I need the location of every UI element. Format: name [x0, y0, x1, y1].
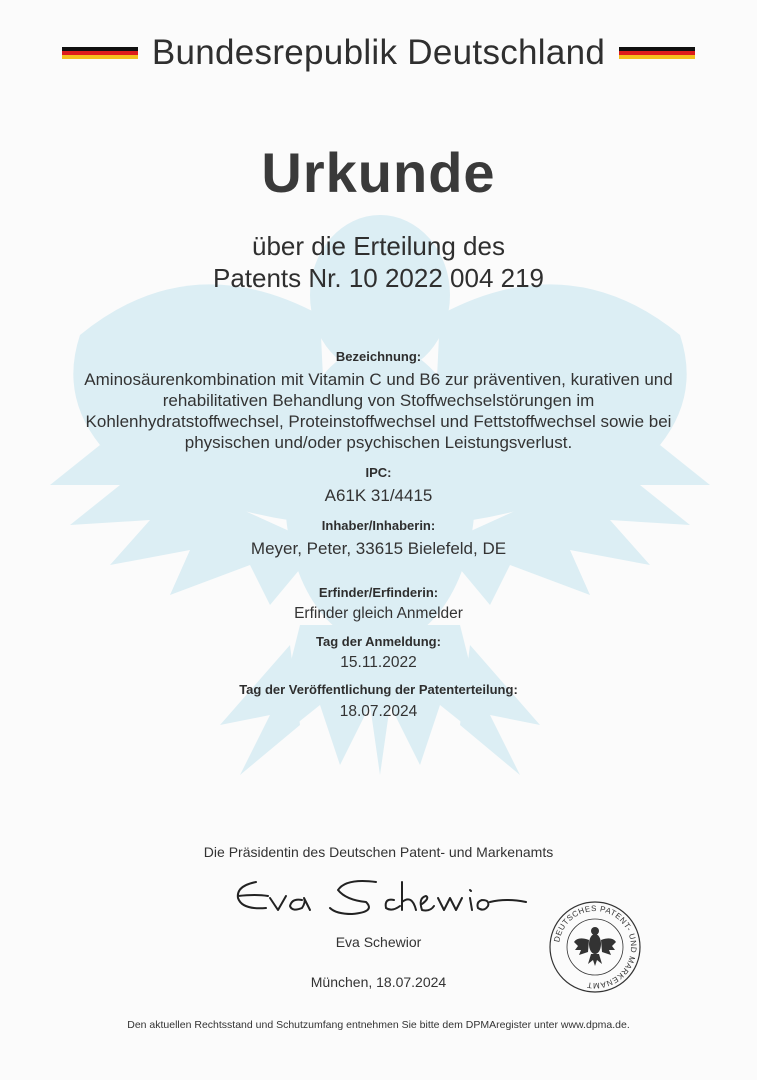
patent-number: Patents Nr. 10 2022 004 219: [212, 263, 545, 293]
country-title: Bundesrepublik Deutschland: [151, 33, 606, 72]
document-subtitle: [0, 230, 757, 294]
seal-eagle-icon: [574, 927, 616, 966]
ipc-value: A61K 31/4415: [324, 486, 433, 505]
subtitle-line-1: über die Erteilung des: [252, 231, 505, 261]
filing-date-label: Tag der Anmeldung:: [316, 634, 441, 649]
publication-date-value: 18.07.2024: [339, 703, 418, 720]
holder-label: Inhaber/Inhaberin:: [321, 518, 436, 533]
official-seal: [548, 900, 642, 994]
german-flag-right: [619, 47, 695, 60]
place-and-date: München, 18.07.2024: [310, 974, 447, 990]
footer-note: Den aktuellen Rechtsstand und Schutzumfang entnehmen Sie bitte dem DPMAregister unter www.dpma.de.: [127, 1019, 630, 1031]
designation-line: Kohlenhydratstoffwechsel, Proteinstoffwechsel und Fettstoffwechsel sowie bei: [85, 412, 672, 431]
signatory-name: Eva Schewior: [335, 934, 422, 950]
office-line: Die Präsidentin des Deutschen Patent- und Markenamts: [203, 844, 554, 860]
designation-value: [0, 369, 757, 453]
designation-line: Aminosäurenkombination mit Vitamin C und B6 zur präventiven, kurativen und: [84, 370, 673, 389]
german-flag-left: [62, 47, 138, 60]
publication-date-label: Tag der Veröffentlichung der Patenterteilung:: [239, 682, 518, 697]
ipc-label: IPC:: [365, 465, 392, 480]
inventor-value: Erfinder gleich Anmelder: [294, 605, 463, 622]
handwritten-signature: [226, 868, 536, 928]
designation-line: rehabilitativen Behandlung von Stoffwechselstörungen im: [162, 391, 595, 410]
designation-line: physischen und/oder psychischen Leistungsverlust.: [184, 433, 573, 452]
designation-label: Bezeichnung:: [335, 349, 422, 364]
inventor-label: Erfinder/Erfinderin:: [318, 585, 439, 600]
filing-date-value: 15.11.2022: [340, 654, 417, 671]
header: [0, 28, 757, 78]
holder-value: Meyer, Peter, 33615 Bielefeld, DE: [250, 539, 507, 558]
document-title: Urkunde: [261, 141, 496, 204]
svg-text:DEUTSCHES PATENT- UND MARKENAM: DEUTSCHES PATENT- UND MARKENAMT: [552, 903, 639, 991]
